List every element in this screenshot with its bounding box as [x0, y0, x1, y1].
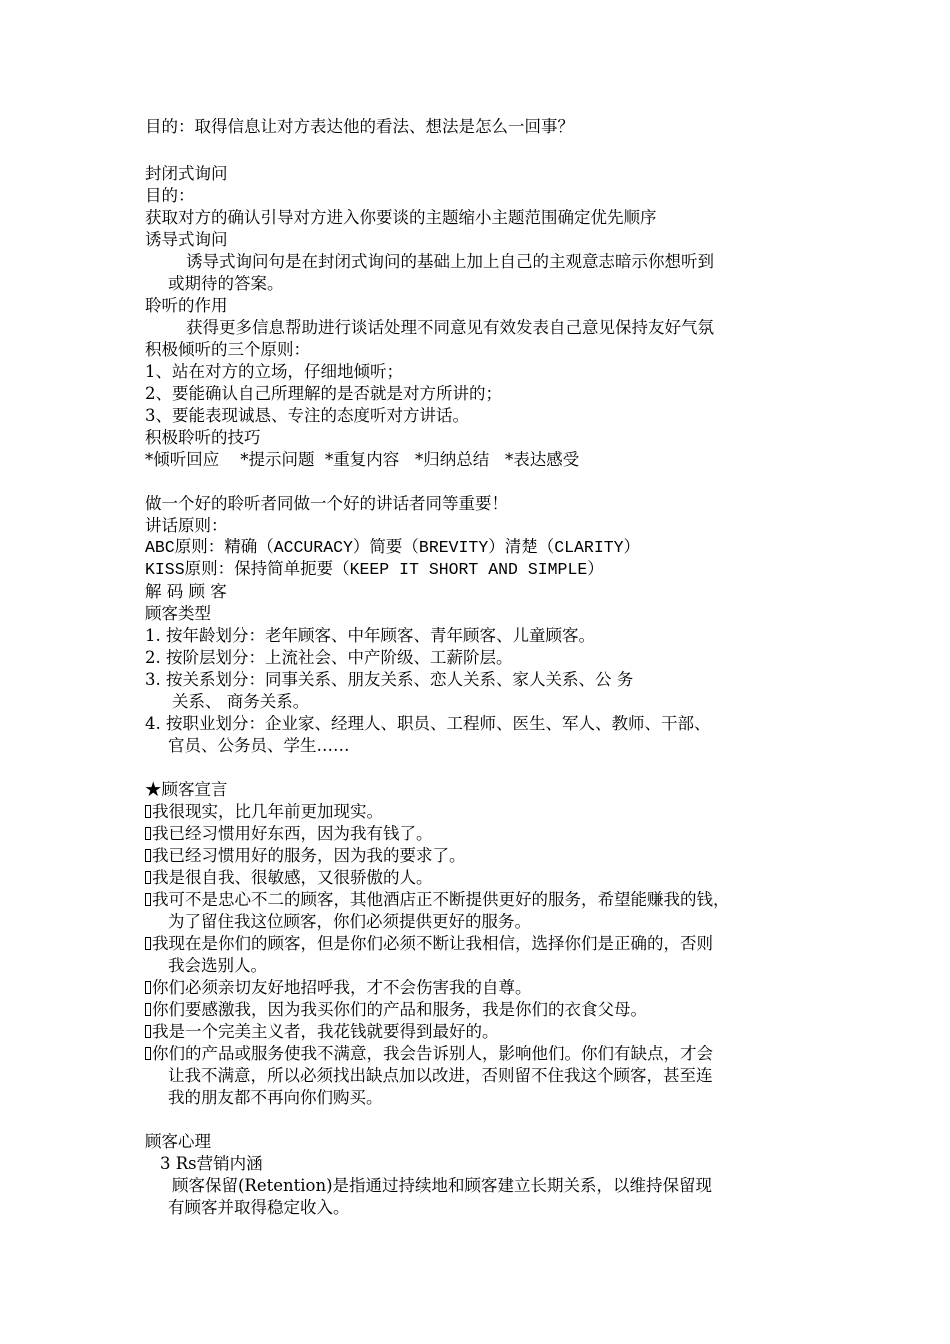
purpose-open-question: 目的：取得信息让对方表达他的看法、想法是怎么一回事？	[145, 117, 574, 136]
heading-customer-declaration: ★顾客宣言	[145, 780, 228, 799]
declaration-item: 你们要感激我，因为我买你们的产品和服务，我是你们的衣食父母。	[145, 999, 647, 1021]
bullet-icon	[145, 937, 151, 950]
bullet-icon	[145, 1025, 151, 1038]
retention-text-1: 顾客保留(Retention)是指通过持续地和顾客建立长期关系，以维持保留现	[172, 1176, 713, 1195]
leading-question-text-1: 诱导式询问句是在封闭式询问的基础上加上自己的主观意志暗示你想听到	[186, 252, 714, 271]
leading-question-text-2: 或期待的答案。	[168, 274, 284, 293]
heading-three-principles: 积极倾听的三个原则：	[145, 340, 310, 359]
bullet-icon	[145, 1047, 151, 1060]
heading-3rs-marketing: 3 Rs营销内涵	[160, 1154, 263, 1173]
closed-question-purpose: 获取对方的确认引导对方进入你要谈的主题缩小主题范围确定优先顺序	[145, 208, 657, 227]
customer-type-4-cont: 官员、公务员、学生……	[168, 736, 350, 755]
declaration-item-cont: 我会选别人。	[168, 956, 267, 975]
bullet-icon	[145, 849, 151, 862]
retention-text-2: 有顾客并取得稳定收入。	[168, 1198, 350, 1217]
declaration-item: 你们的产品或服务使我不满意，我会告诉别人，影响他们。你们有缺点，才会	[145, 1043, 713, 1065]
customer-type-2: 2. 按阶层划分：上流社会、中产阶级、工薪阶层。	[145, 648, 513, 667]
customer-type-4: 4. 按职业划分：企业家、经理人、职员、工程师、医生、军人、教师、干部、	[145, 714, 711, 733]
kiss-principle: KISS原则：保持简单扼要（KEEP IT SHORT AND SIMPLE）	[145, 560, 604, 579]
declaration-item-cont: 为了留住我这位顾客，你们必须提供更好的服务。	[168, 912, 531, 931]
speaking-principles-label: 讲话原则：	[145, 516, 228, 535]
listening-skills-list: *倾听回应 *提示问题 *重复内容 *归纳总结 *表达感受	[145, 450, 580, 469]
listening-role-text: 获得更多信息帮助进行谈话处理不同意见有效发表自己意见保持友好气氛	[186, 318, 714, 337]
declaration-item: 我是很自我、很敏感，又很骄傲的人。	[145, 867, 433, 889]
declaration-item: 你们必须亲切友好地招呼我，才不会伤害我的自尊。	[145, 977, 532, 999]
heading-listening-role: 聆听的作用	[145, 296, 228, 315]
customer-type-1: 1. 按年龄划分：老年顾客、中年顾客、青年顾客、儿童顾客。	[145, 626, 595, 645]
declaration-item: 我是一个完美主义者，我花钱就要得到最好的。	[145, 1021, 499, 1043]
declaration-item: 我可不是忠心不二的顾客，其他酒店正不断提供更好的服务，希望能赚我的钱，	[145, 889, 730, 911]
declaration-item-cont: 我的朋友都不再向你们购买。	[168, 1088, 383, 1107]
customer-type-3-cont: 关系、 商务关系。	[172, 692, 310, 711]
bullet-icon	[145, 893, 151, 906]
customer-type-3: 3. 按关系划分：同事关系、朋友关系、恋人关系、家人关系、公 务	[145, 670, 634, 689]
declaration-item: 我现在是你们的顾客，但是你们必须不断让我相信，选择你们是正确的，否则	[145, 933, 713, 955]
good-listener-statement: 做一个好的聆听者同做一个好的讲话者同等重要！	[145, 494, 508, 513]
heading-decode-customer: 解 码 顾 客	[145, 582, 227, 601]
heading-customer-types: 顾客类型	[145, 604, 211, 623]
principle-2: 2、要能确认自己所理解的是否就是对方所讲的；	[145, 384, 502, 403]
principle-1: 1、站在对方的立场，仔细地倾听；	[145, 362, 403, 381]
abc-principle: ABC原则：精确（ACCURACY）简要（BREVITY）清楚（CLARITY）	[145, 538, 641, 557]
bullet-icon	[145, 981, 151, 994]
bullet-icon	[145, 827, 151, 840]
heading-listening-skills: 积极聆听的技巧	[145, 428, 261, 447]
bullet-icon	[145, 1003, 151, 1016]
declaration-item: 我已经习惯用好的服务，因为我的要求了。	[145, 845, 466, 867]
principle-3: 3、要能表现诚恳、专注的态度听对方讲话。	[145, 406, 469, 425]
heading-closed-question: 封闭式询问	[145, 164, 228, 183]
heading-leading-question: 诱导式询问	[145, 230, 228, 249]
heading-customer-psychology: 顾客心理	[145, 1132, 211, 1151]
declaration-item: 我很现实，比几年前更加现实。	[145, 801, 383, 823]
declaration-item: 我已经习惯用好东西，因为我有钱了。	[145, 823, 433, 845]
purpose-label: 目的：	[145, 186, 195, 205]
bullet-icon	[145, 805, 151, 818]
declaration-item-cont: 让我不满意，所以必须找出缺点加以改进，否则留不住我这个顾客，甚至连	[168, 1066, 713, 1085]
bullet-icon	[145, 871, 151, 884]
